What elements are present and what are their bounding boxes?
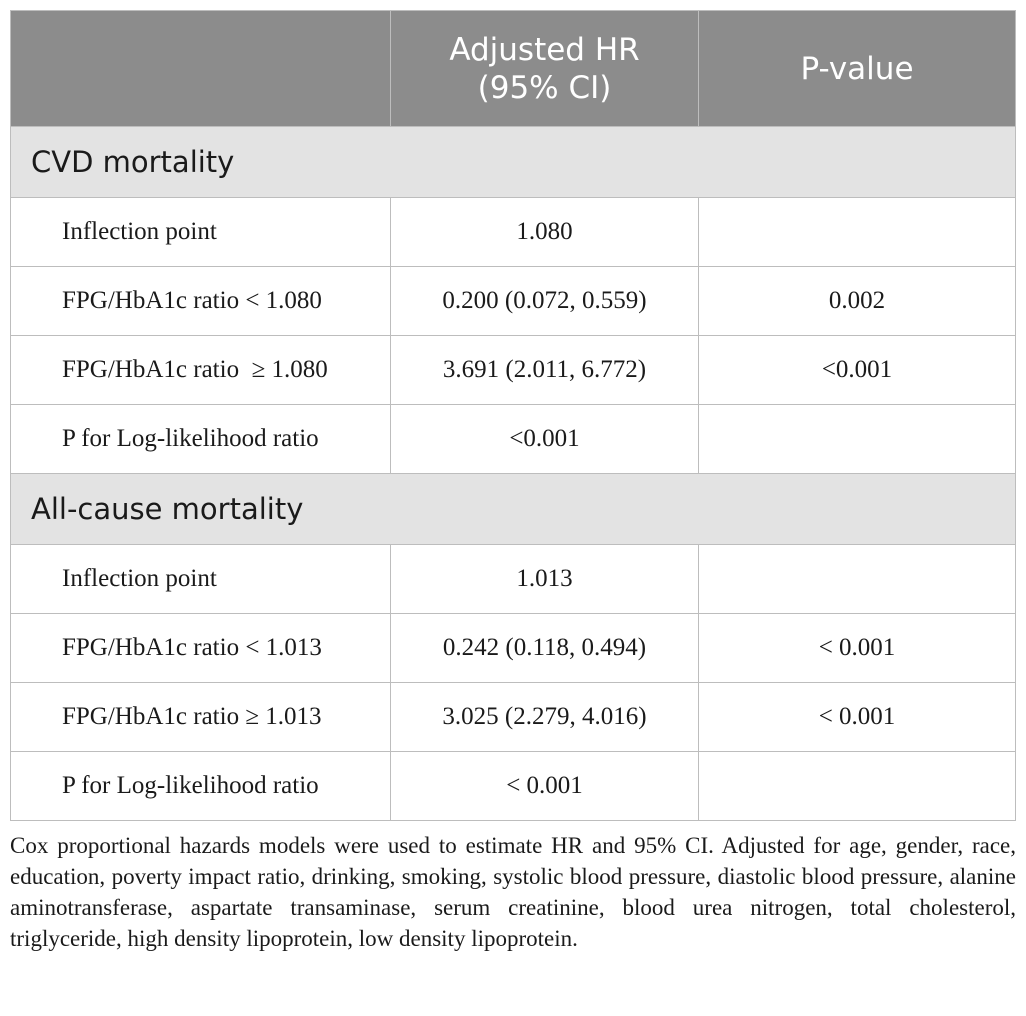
row-label: Inflection point (11, 545, 391, 614)
row-hr: 3.691 (2.011, 6.772) (391, 336, 699, 405)
section-row-all-cause (11, 474, 1016, 545)
row-hr: 3.025 (2.279, 4.016) (391, 683, 699, 752)
section-row-cvd (11, 127, 1016, 198)
row-label: Inflection point (11, 198, 391, 267)
row-label: P for Log-likelihood ratio (11, 405, 391, 474)
row-p: <0.001 (699, 336, 1016, 405)
results-table (10, 10, 1016, 821)
row-label: P for Log-likelihood ratio (11, 752, 391, 821)
header-adjusted-hr (391, 11, 699, 127)
row-hr: 1.013 (391, 545, 699, 614)
table-row (11, 752, 1016, 821)
header-adjusted-hr-line2: (95% CI) (477, 69, 612, 106)
table-footnote: Cox proportional hazards models were used to estimate HR and 95% CI. Adjusted for age, gender, race, education, poverty impact ratio, drinking, smoking, systolic blood pressure, diastolic blood pressure, alanine aminotransferase, aspartate transaminase, serum creatinine, blood urea nitrogen, total cholesterol, triglyceride, high density lipoprotein, low density lipoprotein. (10, 833, 1016, 951)
table-header-row (11, 11, 1016, 127)
row-hr: 1.080 (391, 198, 699, 267)
row-hr: <0.001 (391, 405, 699, 474)
row-label: FPG/HbA1c ratio < 1.013 (11, 614, 391, 683)
row-p: < 0.001 (699, 614, 1016, 683)
row-hr: < 0.001 (391, 752, 699, 821)
table-row (11, 336, 1016, 405)
row-hr: 0.200 (0.072, 0.559) (391, 267, 699, 336)
row-p (699, 405, 1016, 474)
row-p (699, 752, 1016, 821)
section-title-cvd: CVD mortality (11, 127, 1016, 198)
row-p (699, 545, 1016, 614)
header-p-value: P-value (699, 11, 1016, 127)
section-title-all-cause: All-cause mortality (11, 474, 1016, 545)
header-adjusted-hr-line1: Adjusted HR (449, 31, 640, 68)
table-row (11, 267, 1016, 336)
row-label: FPG/HbA1c ratio < 1.080 (11, 267, 391, 336)
row-p (699, 198, 1016, 267)
header-empty-cell (11, 11, 391, 127)
table-row (11, 614, 1016, 683)
row-label: FPG/HbA1c ratio ≥ 1.013 (11, 683, 391, 752)
row-label: FPG/HbA1c ratio ≥ 1.080 (11, 336, 391, 405)
row-p: < 0.001 (699, 683, 1016, 752)
row-p: 0.002 (699, 267, 1016, 336)
table-row (11, 198, 1016, 267)
table-row (11, 683, 1016, 752)
table-row (11, 405, 1016, 474)
table-row (11, 545, 1016, 614)
row-hr: 0.242 (0.118, 0.494) (391, 614, 699, 683)
